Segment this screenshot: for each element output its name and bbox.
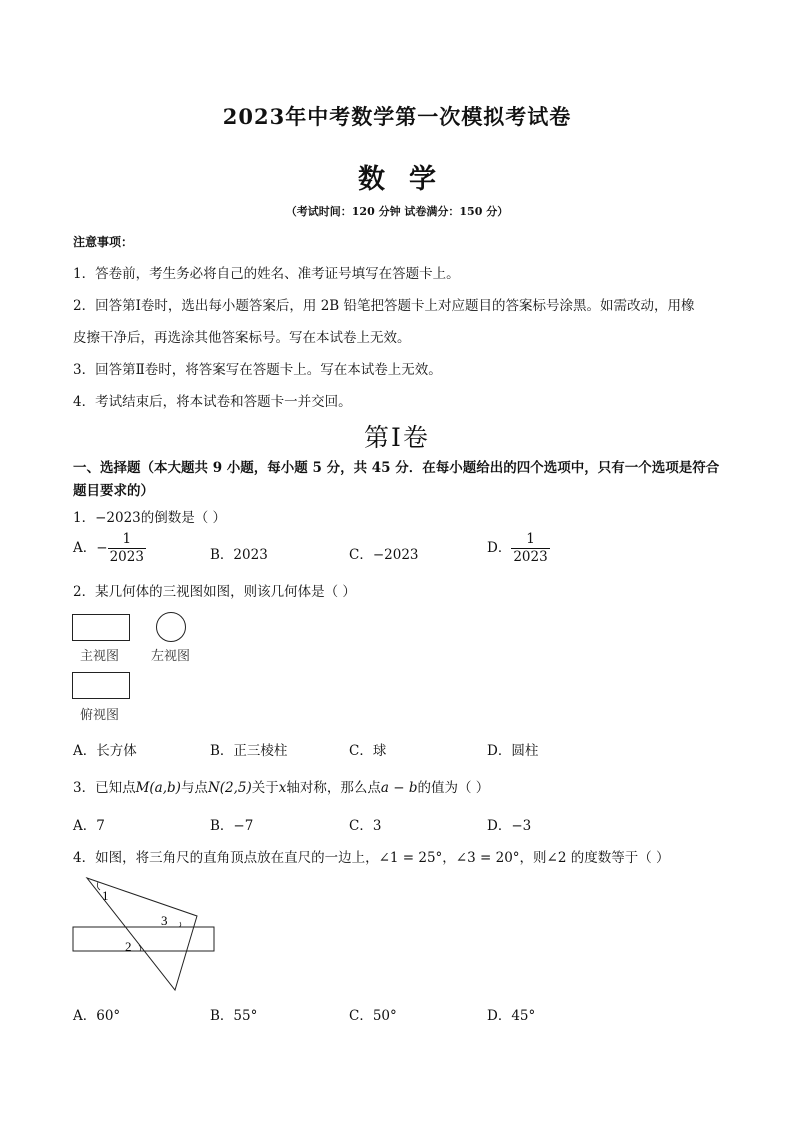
question-1-option-c: C．−2023 [349, 547, 419, 563]
note-item: 3．回答第Ⅱ卷时，将答案写在答题卡上。写在本试卷上无效。 [73, 362, 442, 378]
question-4-option-c: C．50° [349, 1008, 397, 1024]
question-3-option-a: A．7 [73, 818, 105, 834]
stem-text: 关于 [251, 780, 279, 796]
question-3-stem [73, 776, 489, 796]
front-view-label: 主视图 [80, 649, 120, 664]
question-1-option-d [487, 531, 550, 566]
option-label: D． [487, 540, 512, 556]
top-view-rectangle [72, 672, 130, 699]
angle-3-arc [179, 922, 181, 927]
question-2-option-c: C．球 [349, 743, 387, 759]
point-n: N(2,5) [207, 780, 252, 796]
subject-title: 数学 [358, 164, 460, 195]
fraction-numerator: 1 [122, 531, 132, 547]
stem-text: 3．已知点 [73, 780, 136, 796]
section-description: 一、选择题（本大题共 9 小题，每小题 5 分，共 45 分．在每小题给出的四个选项中，只有一个选项是符合 [73, 460, 720, 476]
note-item: 2．回答第Ⅰ卷时，选出每小题答案后，用 2B 铅笔把答题卡上对应题目的答案标号涂黑。如需改动，用橡 [73, 298, 695, 314]
expression: a − b [380, 780, 418, 796]
question-1-option-a [73, 531, 146, 566]
question-4-option-b: B．55° [210, 1008, 258, 1024]
section-title: 第Ⅰ卷 [364, 423, 430, 452]
axis-symbol: x [278, 780, 287, 796]
question-2-option-b: B．正三棱柱 [210, 743, 288, 759]
question-3-option-b: B．−7 [210, 818, 254, 834]
fraction-denominator: 2023 [109, 549, 144, 565]
question-1-stem: 1．−2023的倒数是（ ） [73, 510, 227, 526]
front-view-rectangle [72, 614, 130, 641]
left-view-circle [156, 612, 186, 642]
fraction [511, 531, 549, 566]
question-4-option-a: A．60° [73, 1008, 121, 1024]
fraction-denominator: 2023 [513, 549, 548, 565]
stem-text: 的值为（ ） [417, 780, 490, 796]
section-description: 题目要求的） [73, 483, 154, 499]
question-2-option-a: A．长方体 [73, 743, 137, 759]
exam-info: （考试时间：120 分钟 试卷满分：150 分） [285, 205, 509, 218]
note-item: 皮擦干净后，再选涂其他答案标号。写在本试卷上无效。 [73, 330, 411, 346]
question-3-option-c: C．3 [349, 818, 382, 834]
question-3-option-d: D．−3 [487, 818, 532, 834]
ruler-triangle-figure [60, 870, 230, 1000]
page-title: 2023年中考数学第一次模拟考试卷 [222, 104, 572, 129]
left-view-label: 左视图 [151, 649, 191, 664]
angle-2-label: 2 [125, 939, 132, 954]
question-4-stem: 4．如图，将三角尺的直角顶点放在直尺的一边上，∠1 = 25°，∠3 = 20°，则∠2 的度数等于（ ） [73, 850, 670, 866]
question-2-stem: 2．某几何体的三视图如图，则该几何体是（ ） [73, 584, 356, 600]
option-label: A．− [73, 540, 108, 556]
fraction [108, 531, 146, 566]
point-m: M(a,b) [135, 780, 181, 796]
fraction-numerator: 1 [526, 531, 535, 547]
question-2-option-d: D．圆柱 [487, 743, 539, 759]
angle-1-label: 1 [102, 888, 109, 903]
stem-text: 轴对称，那么点 [286, 780, 381, 796]
question-4-option-d: D．45° [487, 1008, 536, 1024]
note-item: 1．答卷前，考生务必将自己的姓名、准考证号填写在答题卡上。 [73, 266, 460, 282]
notes-heading: 注意事项： [73, 235, 134, 249]
stem-text: 与点 [180, 780, 208, 796]
question-1-option-b: B．2023 [210, 547, 268, 563]
top-view-label: 俯视图 [80, 708, 120, 723]
angle-1-arc [97, 882, 100, 890]
angle-3-label: 3 [161, 913, 168, 928]
note-item: 4．考试结束后，将本试卷和答题卡一并交回。 [73, 394, 352, 410]
